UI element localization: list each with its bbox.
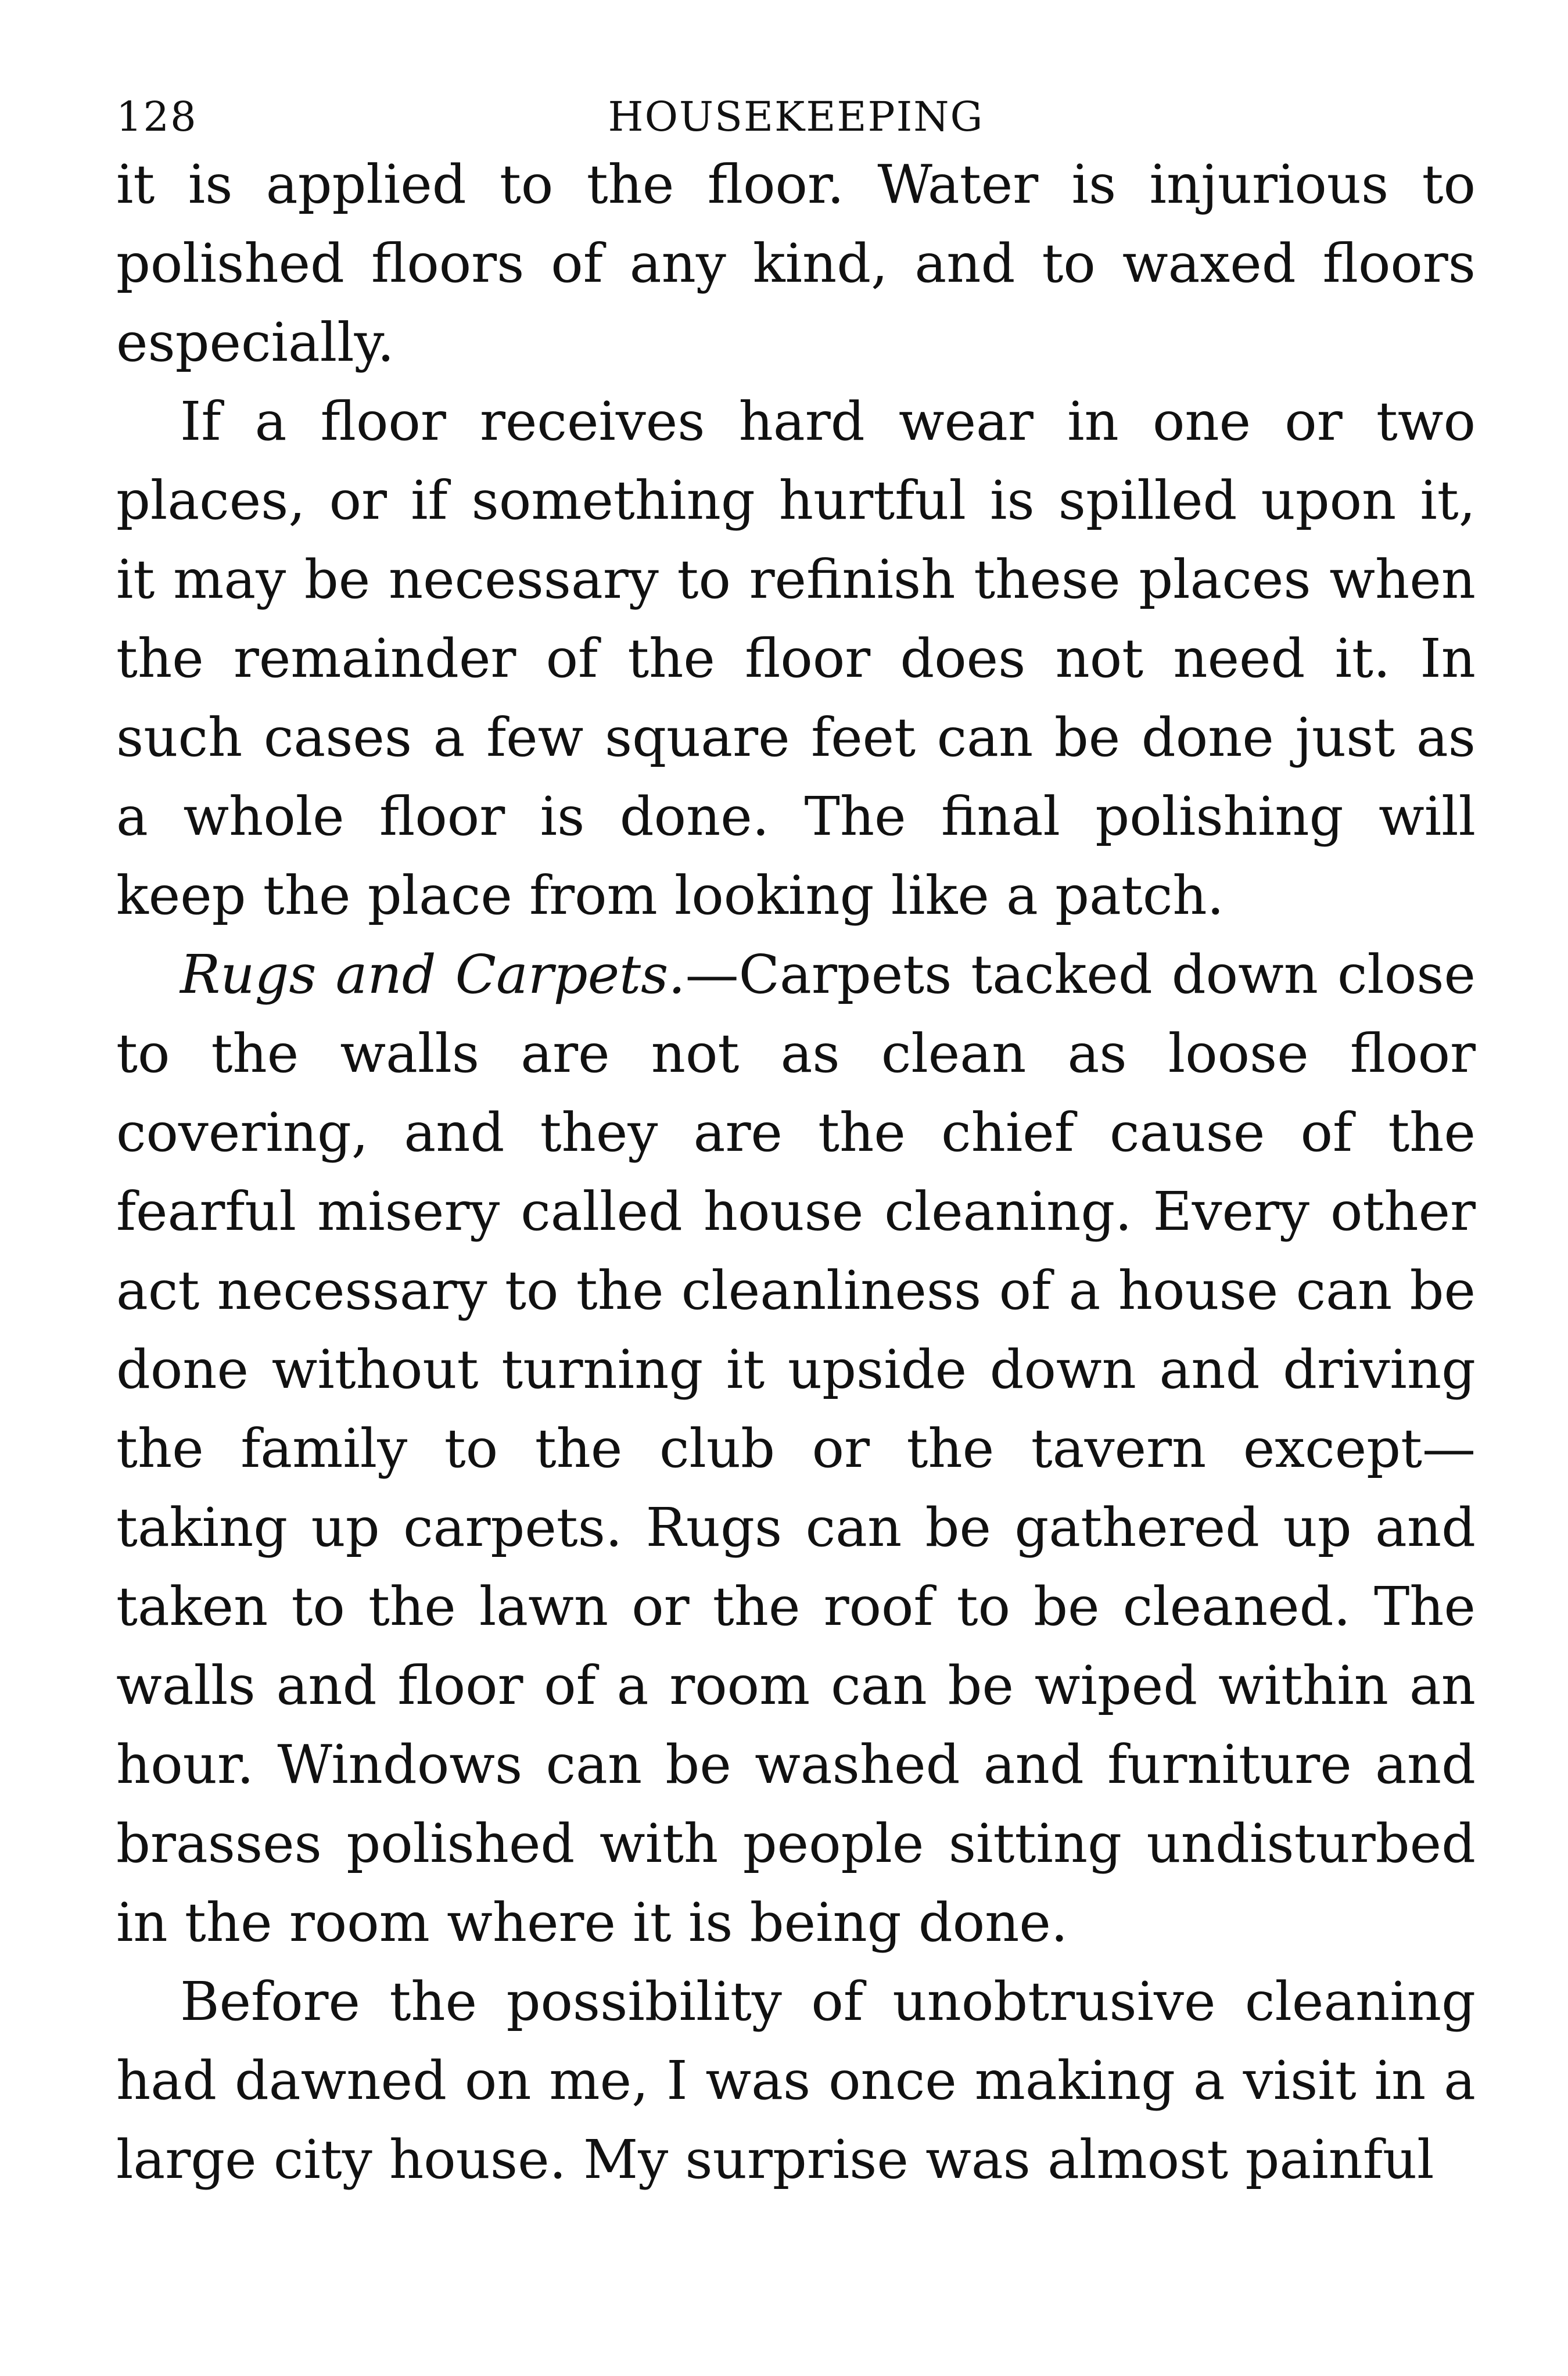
paragraph-refinishing: If a floor receives hard wear in one or two places, or if something hurtful is spilled upon it, it may be necessary to refinish these places when the remainder of the floor does not need it. In such cases a few square feet can be done just as a whole floor is done. The final polishing will keep the place from looking like a patch. bbox=[116, 390, 1476, 927]
paragraph-continuation: it is applied to the floor. Water is injurious to polished floors of any kind, and to waxed floors especially. bbox=[116, 153, 1476, 374]
page-number: 128 bbox=[116, 93, 198, 141]
book-page bbox=[116, 81, 1476, 2289]
running-title: HOUSEKEEPING bbox=[608, 93, 984, 141]
paragraph-rugs-and-carpets bbox=[116, 935, 1476, 1962]
running-head bbox=[116, 81, 1476, 145]
body-text bbox=[116, 145, 1476, 2199]
paragraph-city-house: Before the possibility of unobtrusive cleaning had dawned on me, I was once making a visit in a large city house. My surprise was almost painful bbox=[116, 1971, 1476, 2191]
section-heading-rugs-and-carpets: Rugs and Carpets. bbox=[180, 943, 686, 1006]
paragraph-rugs-text: —Carpets tacked down close to the walls are not as clean as loose floor covering, and they are the chief cause of the fearful misery called house cleaning. Every other act necessary to the cleanliness of a house can be done without turning it upside down and driving the family to the club or the tavern except—taking up carpets. Rugs can be gathered up and taken to the lawn or the roof to be cleaned. The walls and floor of a room can be wiped within an hour. Windows can be washed and furniture and brasses polished with people sitting undisturbed in the room where it is being done. bbox=[116, 943, 1476, 1954]
